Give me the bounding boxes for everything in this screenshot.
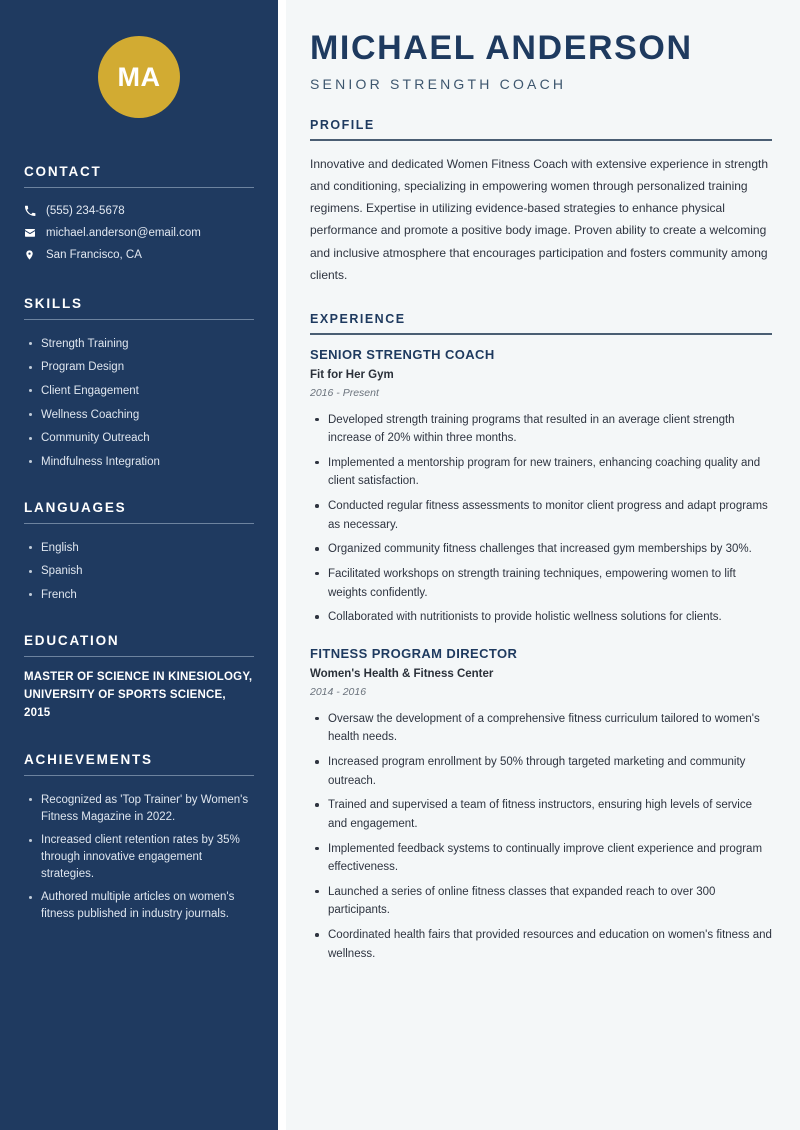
phone-icon <box>24 205 46 217</box>
achievements-divider <box>24 775 254 776</box>
skills-heading: SKILLS <box>24 296 83 311</box>
contact-heading: CONTACT <box>24 164 102 179</box>
list-item: Recognized as 'Top Trainer' by Women's Fitness Magazine in 2022. <box>24 788 254 828</box>
experience-entry <box>310 646 772 967</box>
list-item: Trained and supervised a team of fitness instructors, ensuring high levels of service and engagement. <box>310 793 772 836</box>
education-heading: EDUCATION <box>24 633 120 649</box>
contact-divider <box>24 187 254 188</box>
list-item: Client Engagement <box>24 379 254 403</box>
avatar: MA <box>98 36 180 118</box>
spacer <box>0 266 278 296</box>
experience-company: Women's Health & Fitness Center <box>310 667 494 680</box>
experience-dates: 2014 - 2016 <box>310 685 367 698</box>
list-item: Wellness Coaching <box>24 403 254 427</box>
languages-list <box>24 536 254 607</box>
list-item: Coordinated health fairs that provided resources and education on women's fitness and wellness. <box>310 923 772 966</box>
list-item: English <box>24 536 254 560</box>
experience-heading: EXPERIENCE <box>310 312 406 327</box>
experience-company: Fit for Her Gym <box>310 368 394 381</box>
languages-divider <box>24 523 254 524</box>
location-pin-icon <box>24 249 46 261</box>
list-item: Program Design <box>24 356 254 380</box>
experience-bullets <box>310 408 772 630</box>
skills-section <box>0 296 278 474</box>
education-divider <box>24 656 254 657</box>
contact-section <box>0 164 278 266</box>
experience-bullets <box>310 707 772 967</box>
list-item: Oversaw the development of a comprehensive fitness curriculum tailored to women's health needs. <box>310 707 772 750</box>
main-content <box>286 0 800 1130</box>
list-item: French <box>24 583 254 607</box>
profile-section <box>310 118 772 286</box>
experience-role: SENIOR STRENGTH COACH <box>310 346 495 362</box>
achievements-heading: ACHIEVEMENTS <box>24 752 153 768</box>
skills-divider <box>24 319 254 320</box>
list-item: Authored multiple articles on women's fitness published in industry journals. <box>24 886 254 926</box>
education-section <box>0 633 278 722</box>
skills-list <box>24 332 254 474</box>
experience-divider <box>310 333 772 335</box>
sidebar <box>0 0 278 1130</box>
list-item: Conducted regular fitness assessments to monitor client progress and adapt programs as necessary. <box>310 494 772 537</box>
contact-location-value: San Francisco, CA <box>46 249 142 261</box>
contact-email-value: michael.anderson@email.com <box>46 227 201 239</box>
list-item: Launched a series of online fitness classes that expanded reach to over 300 participants. <box>310 880 772 923</box>
list-item: Developed strength training programs that resulted in an average client strength increase of 20% within three months. <box>310 408 772 451</box>
list-item: Increased program enrollment by 50% through targeted marketing and community outreach. <box>310 750 772 793</box>
experience-entry <box>310 347 772 630</box>
list-item: Collaborated with nutritionists to provide holistic wellness solutions for clients. <box>310 605 772 630</box>
languages-section <box>0 500 278 607</box>
list-item: Implemented a mentorship program for new trainers, enhancing coaching quality and client satisfaction. <box>310 451 772 494</box>
page-title: MICHAEL ANDERSON <box>310 29 693 67</box>
spacer <box>0 607 278 633</box>
list-item: Increased client retention rates by 35% through innovative engagement strategies. <box>24 829 254 886</box>
list-item: Facilitated workshops on strength training techniques, empowering women to lift weights confidently. <box>310 562 772 605</box>
languages-heading: LANGUAGES <box>24 500 127 516</box>
list-item: Strength Training <box>24 332 254 356</box>
profile-text: Innovative and dedicated Women Fitness Coach with extensive experience in strength and conditioning, specializing in empowering women through personalized training regimens. Expertise in utilizing evidence-based strategies to enhance physical performance and promote a positive body image. Proven ability to create a welcoming and inclusive atmosphere that encourages participation and fosters community among clients. <box>310 156 769 282</box>
contact-item-location <box>24 244 254 266</box>
list-item: Implemented feedback systems to continually improve client experience and program effectiveness. <box>310 837 772 880</box>
experience-dates: 2016 - Present <box>310 386 379 399</box>
avatar-container <box>0 0 278 164</box>
contact-list <box>24 200 254 266</box>
experience-role: FITNESS PROGRAM DIRECTOR <box>310 645 518 661</box>
education-entry: MASTER OF SCIENCE IN KINESIOLOGY, UNIVERSITY OF SPORTS SCIENCE, 2015 <box>24 671 253 719</box>
envelope-icon <box>24 227 46 239</box>
spacer <box>0 474 278 500</box>
list-item: Spanish <box>24 560 254 584</box>
contact-item-email <box>24 222 254 244</box>
achievements-list <box>24 788 254 926</box>
job-title-subtitle: SENIOR STRENGTH COACH <box>310 76 567 93</box>
list-item: Community Outreach <box>24 427 254 451</box>
contact-phone-value: (555) 234-5678 <box>46 205 125 217</box>
spacer <box>0 722 278 752</box>
profile-divider <box>310 139 772 141</box>
contact-item-phone <box>24 200 254 222</box>
list-item: Organized community fitness challenges that increased gym memberships by 30%. <box>310 537 772 562</box>
achievements-section <box>0 752 278 926</box>
list-item: Mindfulness Integration <box>24 450 254 474</box>
profile-heading: PROFILE <box>310 118 375 133</box>
column-gutter <box>278 0 286 1130</box>
experience-section <box>310 312 772 966</box>
